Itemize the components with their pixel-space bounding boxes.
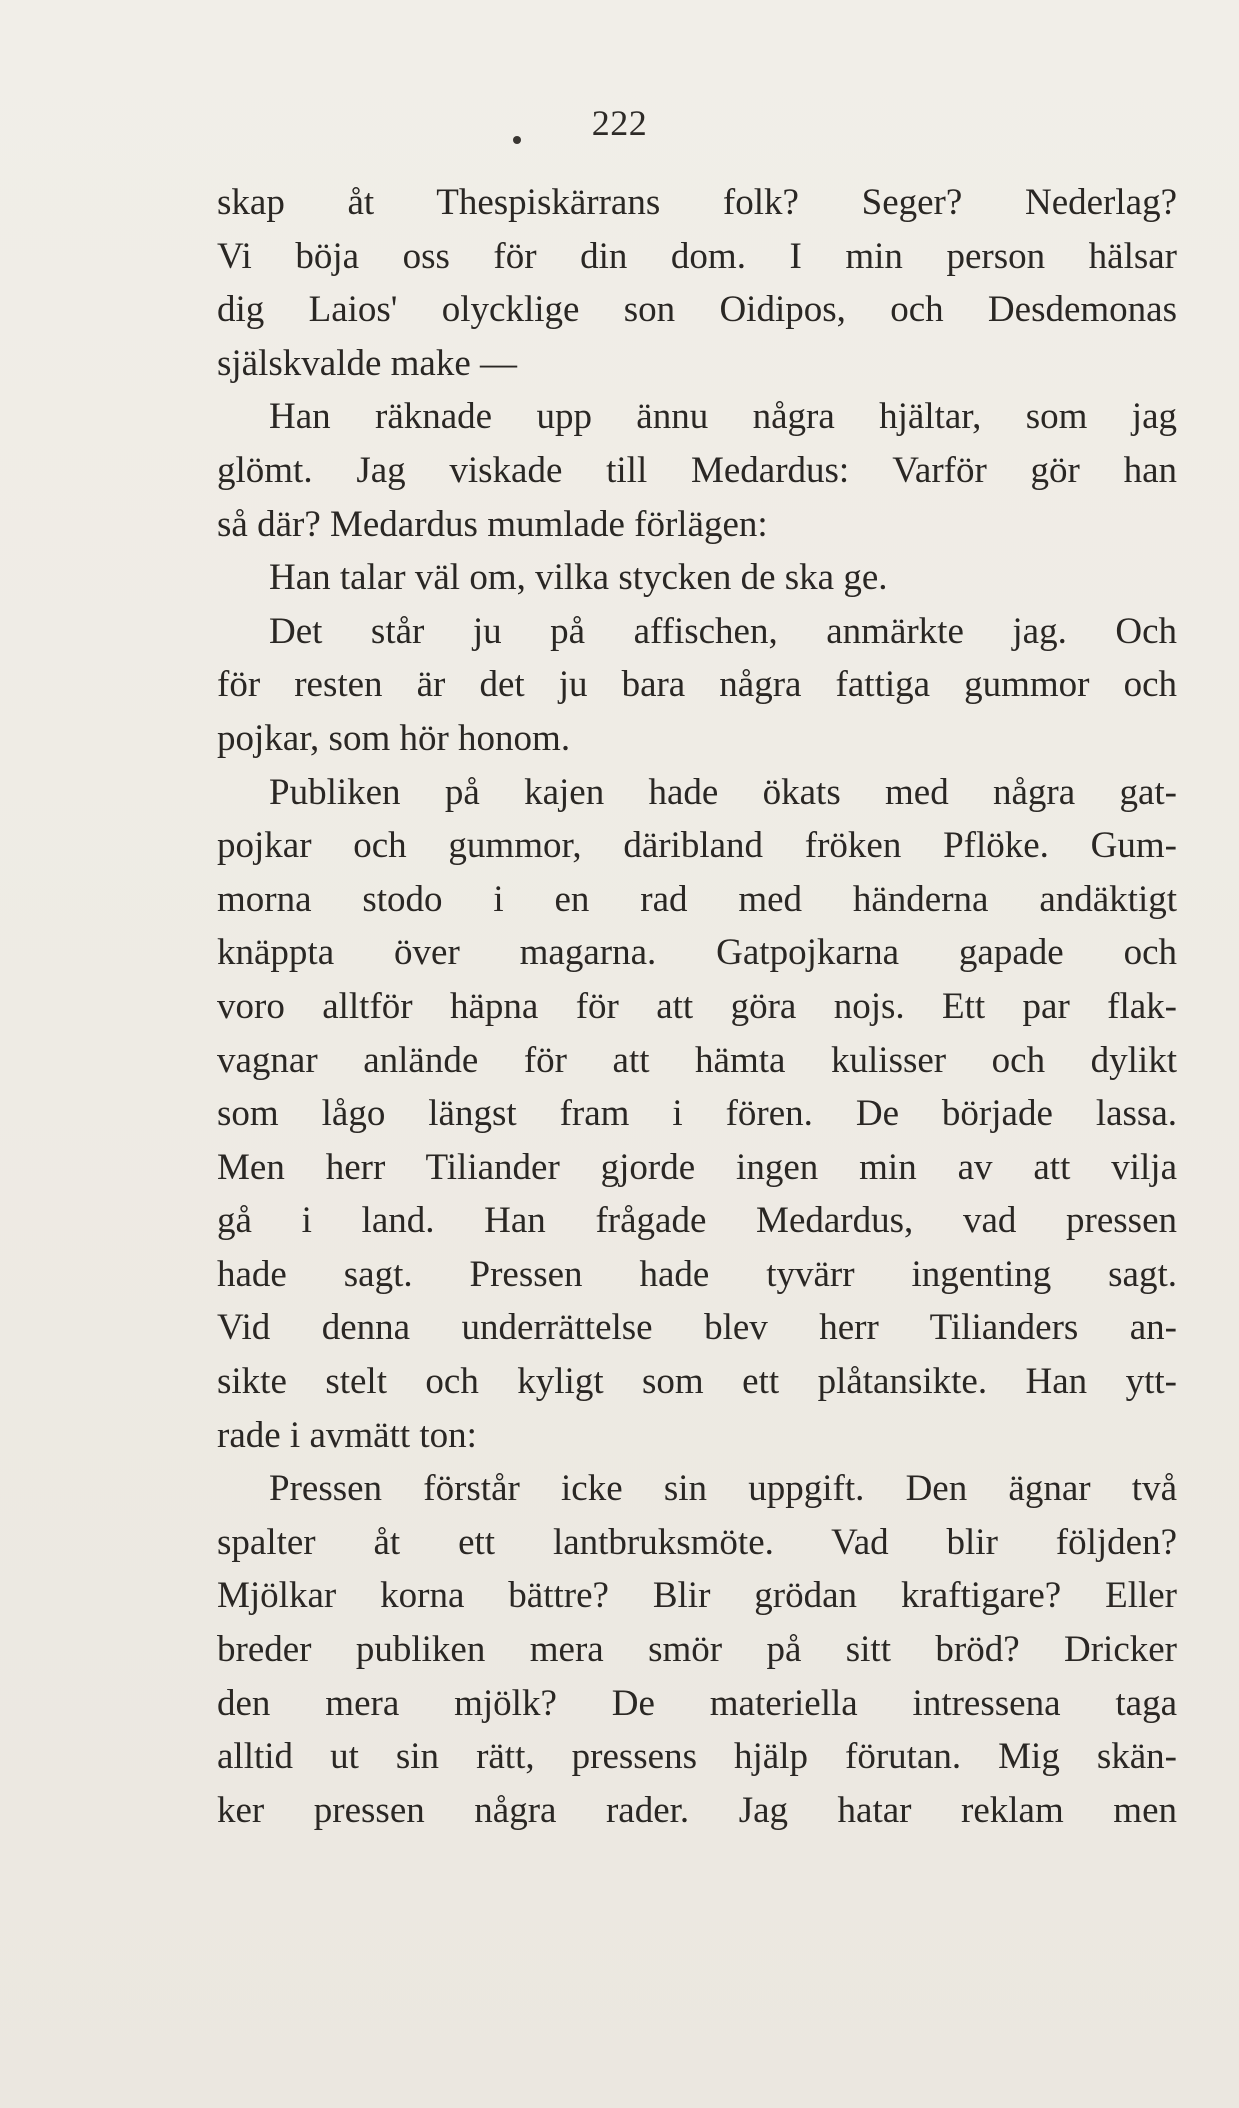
text-line: alltid ut sin rätt, pressens hjälp förutan. Mig skän- — [217, 1736, 1177, 1778]
text-line: pojkar och gummor, däribland fröken Pflöke. Gum- — [217, 825, 1177, 867]
text-line: glömt. Jag viskade till Medardus: Varför gör han — [217, 449, 1177, 491]
text-line: rade i avmätt ton: — [217, 1414, 477, 1456]
text-line: gå i land. Han frågade Medardus, vad pressen — [217, 1200, 1177, 1242]
text-line: Det står ju på affischen, anmärkte jag. Och — [269, 610, 1177, 652]
text-line: den mera mjölk? De materiella intressena taga — [217, 1682, 1177, 1724]
text-line: Mjölkar korna bättre? Blir grödan kraftigare? Eller — [217, 1575, 1177, 1617]
text-line: pojkar, som hör honom. — [217, 717, 571, 759]
text-line: för resten är det ju bara några fattiga gummor och — [217, 664, 1177, 706]
text-line: morna stodo i en rad med händerna andäktigt — [217, 878, 1177, 920]
text-line: voro alltför häpna för att göra nojs. Ett par flak- — [217, 985, 1177, 1027]
text-line: själskvalde make — — [217, 342, 518, 384]
text-line: Han räknade upp ännu några hjältar, som jag — [269, 396, 1177, 438]
text-line: Pressen förstår icke sin uppgift. Den ägnar två — [269, 1468, 1177, 1510]
text-line: skap åt Thespiskärrans folk? Seger? Nederlag? — [217, 182, 1177, 223]
text-line: Han talar väl om, vilka stycken de ska ge. — [269, 557, 888, 599]
text-line: så där? Medardus mumlade förlägen: — [217, 503, 768, 545]
text-line: sikte stelt och kyligt som ett plåtansikte. Han ytt- — [217, 1361, 1177, 1403]
text-line: Publiken på kajen hade ökats med några gat- — [269, 771, 1177, 813]
text-line: Vi böja oss för din dom. I min person hälsar — [217, 235, 1177, 277]
text-line: som lågo längst fram i fören. De började lassa. — [217, 1093, 1177, 1135]
text-line: dig Laios' olycklige son Oidipos, och Desdemonas — [217, 289, 1177, 331]
text-line: spalter åt ett lantbruksmöte. Vad blir följden? — [217, 1521, 1177, 1563]
text-line: hade sagt. Pressen hade tyvärr ingenting sagt. — [217, 1253, 1177, 1295]
text-line: Men herr Tiliander gjorde ingen min av att vilja — [217, 1146, 1177, 1188]
page-number: 222 — [591, 103, 648, 143]
text-line: vagnar anlände för att hämta kulisser och dylikt — [217, 1039, 1177, 1081]
text-line: ker pressen några rader. Jag hatar reklam men — [217, 1789, 1177, 1831]
body-text — [217, 176, 1177, 1837]
text-line: knäppta över magarna. Gatpojkarna gapade och — [217, 932, 1177, 974]
text-line: Vid denna underrättelse blev herr Tilianders an- — [217, 1307, 1177, 1349]
text-line: breder publiken mera smör på sitt bröd? Dricker — [217, 1629, 1177, 1671]
